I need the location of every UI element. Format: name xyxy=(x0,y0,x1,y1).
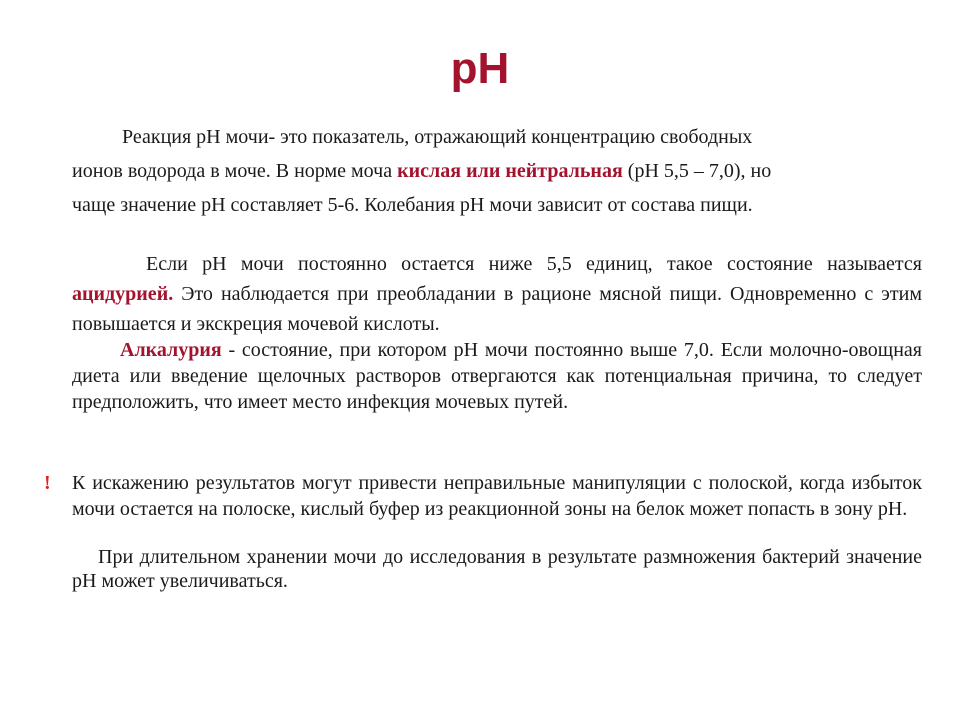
highlight-alkaluria: Алкалурия xyxy=(120,339,222,361)
paragraph-warning-text: К искажению результатов могут привести неправильные манипуляции с полоской, когда избыток мочи остается на полоске, кислый буфер из реакционной зоны на белок может попасть в зону pH. xyxy=(72,472,922,520)
paragraph-definition-text-2: ионов водорода в моче. В норме моча xyxy=(72,160,398,182)
paragraph-definition xyxy=(72,120,932,222)
paragraph-definition-line-1 xyxy=(72,120,932,154)
paragraph-definition-text-3: (pH 5,5 – 7,0), но xyxy=(622,160,772,182)
paragraph-alkaluria-text: - состояние, при котором pH мочи постоянно выше 7,0. Если молочно-овощная диета или введение щелочных растворов отвергаются как потенциальная причина, то следует предположить, что имеет место инфекция мочевых путей. xyxy=(72,339,922,413)
paragraph-storage xyxy=(72,545,922,593)
paragraph-definition-text-4: чаще значение pH составляет 5-6. Колебания pH мочи зависит от состава пищи. xyxy=(72,194,753,216)
warning-mark: ! xyxy=(44,472,51,494)
paragraph-definition-line-2 xyxy=(72,154,932,188)
highlight-acid-neutral: кислая или нейтральная xyxy=(397,160,623,182)
paragraph-storage-text: При длительном хранении мочи до исследования в результате размножения бактерий значение pH может увеличиваться. xyxy=(72,546,922,592)
paragraph-aciduria-text-1: Если pH мочи постоянно остается ниже 5,5 единиц, такое состояние называется xyxy=(146,253,922,275)
paragraph-aciduria xyxy=(72,249,922,339)
paragraph-definition-text-1: Реакция pH мочи- это показатель, отражающий концентрацию свободных xyxy=(122,126,753,148)
paragraph-aciduria-text-2: Это наблюдается при преобладании в рационе мясной пищи. Одновременно с этим повышается и экскреция мочевой кислоты. xyxy=(72,283,922,335)
highlight-aciduria: ацидурией. xyxy=(72,283,174,305)
paragraph-alkaluria xyxy=(72,337,922,415)
paragraph-warning xyxy=(44,470,922,522)
page-title: pH xyxy=(450,44,510,93)
paragraph-definition-line-3 xyxy=(72,188,932,222)
